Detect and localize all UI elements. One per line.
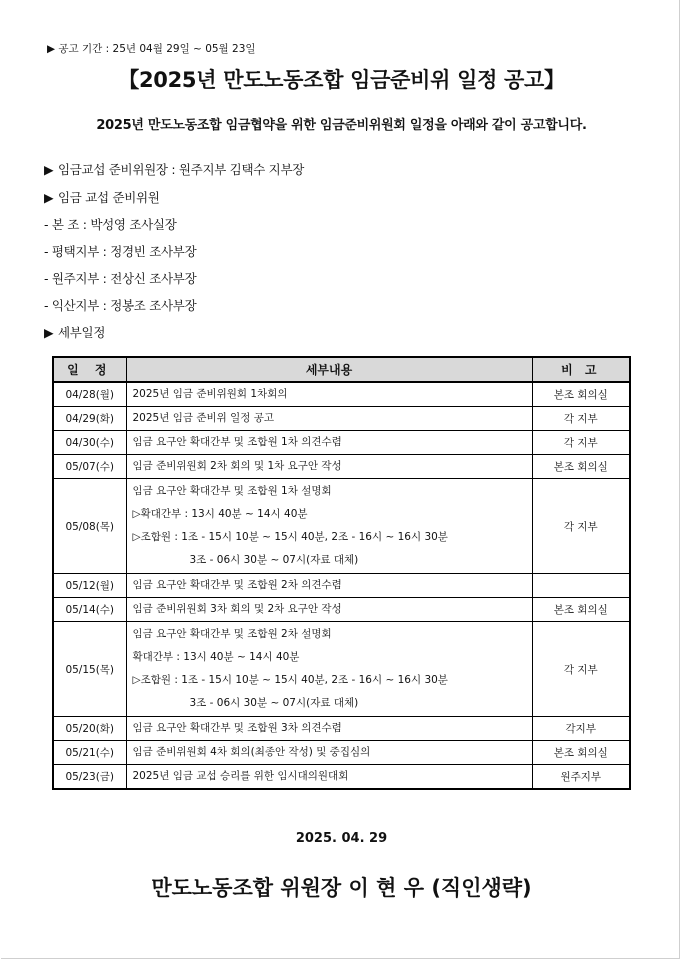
schedule-note: 각 지부 [532, 622, 630, 717]
schedule-date: 05/21(수) [53, 741, 126, 765]
schedule-note: 각 지부 [532, 431, 630, 455]
schedule-date: 05/23(금) [53, 765, 126, 790]
schedule-content-line: 2025년 임금 교섭 승리를 위한 임시대의원대회 [132, 770, 349, 782]
schedule-date: 04/30(수) [53, 431, 126, 455]
schedule-note: 각지부 [532, 717, 630, 741]
schedule-note: 각 지부 [532, 479, 630, 574]
schedule-note: 본조 회의실 [532, 598, 630, 622]
schedule-content-line: 임금 요구안 확대간부 및 조합원 1차 의견수렴 [132, 436, 342, 448]
schedule-table [52, 356, 631, 790]
schedule-content [126, 598, 532, 622]
schedule-row [53, 717, 630, 741]
schedule-note: 본조 회의실 [532, 382, 630, 407]
schedule-row [53, 598, 630, 622]
schedule-content [126, 765, 532, 790]
schedule-note [532, 574, 630, 598]
detail-label: 세부일정 [58, 325, 106, 340]
schedule-content [126, 407, 532, 431]
schedule-date: 05/20(화) [53, 717, 126, 741]
schedule-content-line: 3조 - 06시 30분 ~ 07시(자료 대체) [189, 554, 359, 566]
schedule-content-line: 2025년 임금 준비위원회 1차회의 [132, 388, 288, 400]
schedule-content-line: ▷확대간부 : 13시 40분 ~ 14시 40분 [132, 508, 308, 520]
schedule-header-row [53, 357, 630, 382]
schedule-date: 05/07(수) [53, 455, 126, 479]
member-item: - 본 조 : 박성영 조사실장 [44, 217, 177, 232]
schedule-note: 각 지부 [532, 407, 630, 431]
notice-intro: 2025년 만도노동조합 임금협약을 위한 임금준비위원회 일정을 아래와 같이 공고합니다. [96, 118, 587, 133]
schedule-content-line: 임금 준비위원회 4차 회의(최종안 작성) 및 중집심의 [132, 746, 371, 758]
schedule-date: 05/15(목) [53, 622, 126, 717]
members-label: 임금 교섭 준비위원 [58, 190, 160, 205]
schedule-note: 원주지부 [532, 765, 630, 790]
schedule-content [126, 574, 532, 598]
schedule-content-line: 임금 요구안 확대간부 및 조합원 2차 의견수렴 [132, 579, 342, 591]
schedule-content [126, 479, 532, 574]
bullet-icon: ▶ [44, 190, 54, 205]
schedule-content [126, 455, 532, 479]
schedule-note: 본조 회의실 [532, 455, 630, 479]
schedule-content [126, 717, 532, 741]
schedule-content-line: 임금 요구안 확대간부 및 조합원 3차 의견수렴 [132, 722, 342, 734]
member-item: - 익산지부 : 정봉조 조사부장 [44, 298, 197, 313]
schedule-row [53, 741, 630, 765]
schedule-content-line: 2025년 임금 준비위 일정 공고 [132, 412, 275, 424]
bullet-icon: ▶ [44, 162, 54, 177]
schedule-content [126, 382, 532, 407]
schedule-date: 05/12(월) [53, 574, 126, 598]
schedule-date: 04/29(화) [53, 407, 126, 431]
schedule-content-line: 임금 준비위원회 2차 회의 및 1차 요구안 작성 [132, 460, 342, 472]
schedule-row [53, 455, 630, 479]
schedule-row [53, 765, 630, 790]
schedule-row [53, 407, 630, 431]
schedule-content-line: 임금 요구안 확대간부 및 조합원 1차 설명회 [132, 485, 332, 497]
header-content: 세부내용 [126, 357, 532, 382]
header-date: 일 정 [53, 357, 126, 382]
footer-date: 2025. 04. 29 [295, 831, 388, 846]
schedule-row [53, 622, 630, 717]
schedule-row [53, 479, 630, 574]
schedule-date: 05/14(수) [53, 598, 126, 622]
chair-line [44, 160, 304, 178]
notice-title: 【2025년 만도노동조합 임금준비위 일정 공고】 [118, 68, 565, 92]
member-item: - 평택지부 : 정경빈 조사부장 [44, 244, 197, 259]
member-item: - 원주지부 : 전상신 조사부장 [44, 271, 197, 286]
schedule-content-line: 임금 준비위원회 3차 회의 및 2차 요구안 작성 [132, 603, 342, 615]
schedule-content-line: 3조 - 06시 30분 ~ 07시(자료 대체) [189, 697, 359, 709]
schedule-content [126, 431, 532, 455]
schedule-content [126, 622, 532, 717]
schedule-row [53, 574, 630, 598]
schedule-body [53, 382, 630, 789]
schedule-content-line: ▷조합원 : 1조 - 15시 10분 ~ 15시 40분, 2조 - 16시 ~ 16시 30분 [132, 531, 448, 543]
schedule-row [53, 431, 630, 455]
schedule-content-line: 임금 요구안 확대간부 및 조합원 2차 설명회 [132, 628, 332, 640]
schedule-content [126, 741, 532, 765]
members-heading [44, 188, 160, 206]
detail-heading [44, 323, 105, 341]
notice-period: ▶ 공고 기간 : 25년 04월 29일 ~ 05월 23일 [47, 43, 256, 55]
schedule-content-line: 확대간부 : 13시 40분 ~ 14시 40분 [132, 651, 300, 663]
schedule-date: 05/08(목) [53, 479, 126, 574]
schedule-date: 04/28(월) [53, 382, 126, 407]
schedule-row [53, 382, 630, 407]
bullet-icon: ▶ [44, 325, 54, 340]
footer-signature: 만도노동조합 위원장 이 현 우 (직인생략) [151, 876, 532, 900]
header-note: 비 고 [532, 357, 630, 382]
schedule-content-line: ▷조합원 : 1조 - 15시 10분 ~ 15시 40분, 2조 - 16시 ~ 16시 30분 [132, 674, 448, 686]
chair-label: 임금교섭 준비위원장 : 원주지부 김택수 지부장 [58, 162, 305, 177]
schedule-note: 본조 회의실 [532, 741, 630, 765]
